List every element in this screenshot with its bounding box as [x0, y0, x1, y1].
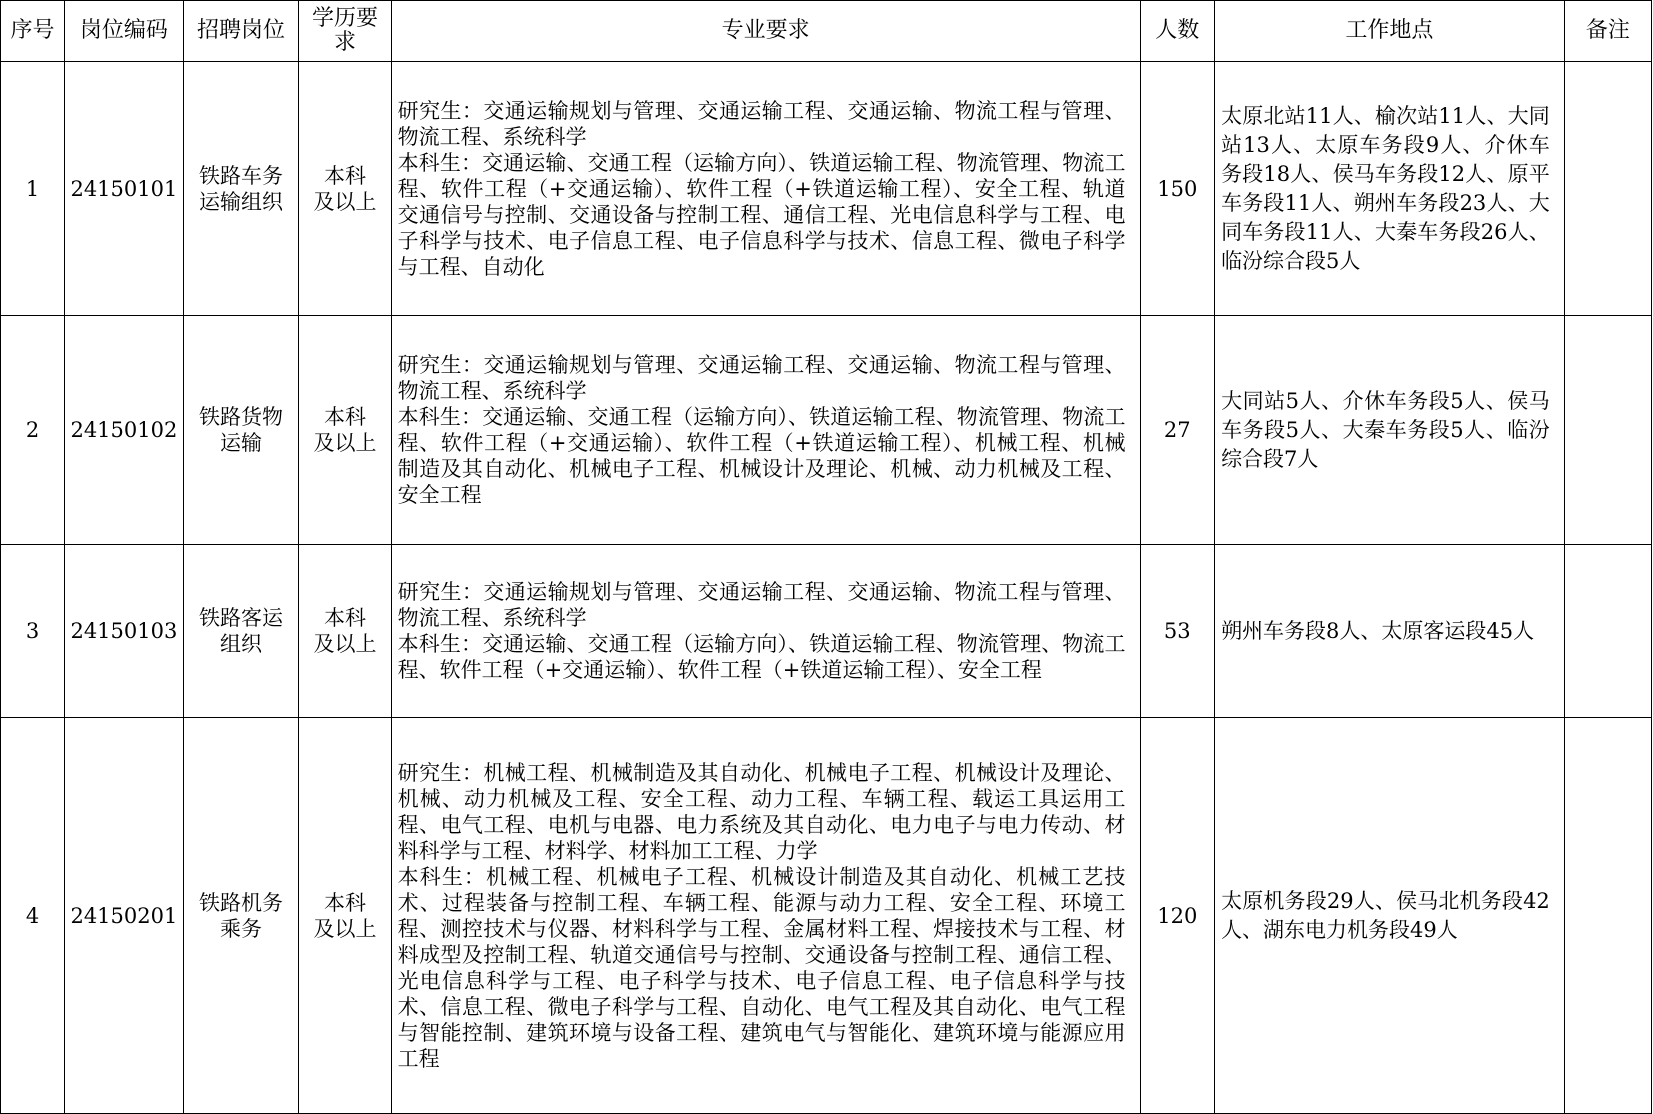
header-education	[299, 1, 391, 62]
cell-location: 大同站5人、介休车务段5人、侯马车务段5人、大秦车务段5人、临汾综合段7人	[1215, 316, 1565, 545]
cell-remark	[1564, 62, 1651, 316]
cell-count: 150	[1140, 62, 1215, 316]
table-row	[1, 718, 1652, 1114]
position-line2: 运输组织	[198, 189, 283, 214]
cell-education	[299, 62, 391, 316]
cell-seq: 3	[1, 545, 65, 718]
education-line1: 本科	[323, 163, 366, 188]
majors-graduate: 研究生：交通运输规划与管理、交通运输工程、交通运输、物流工程与管理、物流工程、系统科学	[397, 580, 1126, 630]
cell-education	[299, 545, 391, 718]
cell-seq: 1	[1, 62, 65, 316]
majors-graduate: 研究生：交通运输规划与管理、交通运输工程、交通运输、物流工程与管理、物流工程、系统科学	[397, 353, 1126, 403]
cell-remark	[1564, 545, 1651, 718]
cell-position	[183, 316, 299, 545]
position-line1: 铁路车务	[198, 163, 283, 188]
cell-majors	[391, 718, 1140, 1114]
position-line2: 乘务	[219, 916, 262, 941]
cell-code: 24150201	[65, 718, 184, 1114]
cell-education	[299, 718, 391, 1114]
header-code: 岗位编码	[65, 1, 184, 62]
education-line2: 及以上	[313, 632, 377, 656]
education-line2: 及以上	[313, 189, 377, 214]
cell-seq: 2	[1, 316, 65, 545]
cell-count: 120	[1140, 718, 1215, 1114]
header-remark: 备注	[1564, 1, 1651, 62]
position-line1: 铁路客运	[198, 606, 283, 630]
cell-count: 27	[1140, 316, 1215, 545]
table-row	[1, 545, 1652, 718]
header-education-line1: 学历要	[311, 6, 378, 31]
table-row	[1, 62, 1652, 316]
cell-location: 太原机务段29人、侯马北机务段42人、湖东电力机务段49人	[1215, 718, 1565, 1114]
cell-position	[183, 718, 299, 1114]
cell-remark	[1564, 718, 1651, 1114]
cell-position	[183, 62, 299, 316]
education-line1: 本科	[323, 890, 366, 915]
education-line2: 及以上	[313, 431, 377, 455]
header-position: 招聘岗位	[183, 1, 299, 62]
cell-location: 朔州车务段8人、太原客运段45人	[1215, 545, 1565, 718]
majors-undergraduate: 本科生：交通运输、交通工程（运输方向）、铁道运输工程、物流管理、物流工程、软件工程（+交通运输）、软件工程（+铁道运输工程）、安全工程、轨道交通信号与控制、交通设备与控制工程、通信工程、光电信息科学与工程、电子科学与技术、电子信息工程、电子信息科学与技术、信息工程、微电子科学与工程、自动化	[397, 150, 1126, 279]
position-line2: 组织	[219, 632, 262, 656]
education-line1: 本科	[323, 405, 366, 429]
table-header-row	[1, 1, 1652, 62]
position-line2: 运输	[219, 431, 262, 455]
cell-location: 太原北站11人、榆次站11人、大同站13人、太原车务段9人、介休车务段18人、侯马车务段12人、原平车务段11人、朔州车务段23人、大同车务段11人、大秦车务段26人、临汾综合段5人	[1215, 62, 1565, 316]
cell-majors	[391, 545, 1140, 718]
majors-graduate: 研究生：交通运输规划与管理、交通运输工程、交通运输、物流工程与管理、物流工程、系统科学	[397, 98, 1126, 149]
header-location: 工作地点	[1215, 1, 1565, 62]
majors-undergraduate: 本科生：交通运输、交通工程（运输方向）、铁道运输工程、物流管理、物流工程、软件工程（+交通运输）、软件工程（+铁道运输工程）、安全工程	[397, 632, 1126, 682]
cell-position	[183, 545, 299, 718]
header-seq: 序号	[1, 1, 65, 62]
cell-code: 24150103	[65, 545, 184, 718]
majors-graduate: 研究生：机械工程、机械制造及其自动化、机械电子工程、机械设计及理论、机械、动力机械及工程、安全工程、动力工程、车辆工程、载运工具运用工程、电气工程、电机与电器、电力系统及其自动化、电力电子与电力传动、材料科学与工程、材料学、材料加工工程、力学	[397, 760, 1126, 863]
cell-majors	[391, 316, 1140, 545]
education-line2: 及以上	[313, 916, 377, 941]
header-count: 人数	[1140, 1, 1215, 62]
majors-undergraduate: 本科生：机械工程、机械电子工程、机械设计制造及其自动化、机械工艺技术、过程装备与控制工程、车辆工程、能源与动力工程、安全工程、环境工程、测控技术与仪器、材料科学与工程、金属材料工程、焊接技术与工程、材料成型及控制工程、轨道交通信号与控制、交通设备与控制工程、通信工程、光电信息科学与工程、电子科学与技术、电子信息工程、电子信息科学与技术、信息工程、微电子科学与工程、自动化、电气工程及其自动化、电气工程与智能控制、建筑环境与设备工程、建筑电气与智能化、建筑环境与能源应用工程	[397, 864, 1126, 1071]
table-row	[1, 316, 1652, 545]
cell-majors	[391, 62, 1140, 316]
header-majors: 专业要求	[391, 1, 1140, 62]
cell-remark	[1564, 316, 1651, 545]
cell-education	[299, 316, 391, 545]
header-education-line2: 求	[333, 30, 356, 55]
cell-code: 24150102	[65, 316, 184, 545]
position-line1: 铁路机务	[198, 890, 283, 915]
cell-code: 24150101	[65, 62, 184, 316]
position-line1: 铁路货物	[198, 405, 283, 429]
cell-seq: 4	[1, 718, 65, 1114]
education-line1: 本科	[323, 606, 366, 630]
majors-undergraduate: 本科生：交通运输、交通工程（运输方向）、铁道运输工程、物流管理、物流工程、软件工程（+交通运输）、软件工程（+铁道运输工程）、机械工程、机械制造及其自动化、机械电子工程、机械设计及理论、机械、动力机械及工程、安全工程	[397, 405, 1126, 507]
cell-count: 53	[1140, 545, 1215, 718]
